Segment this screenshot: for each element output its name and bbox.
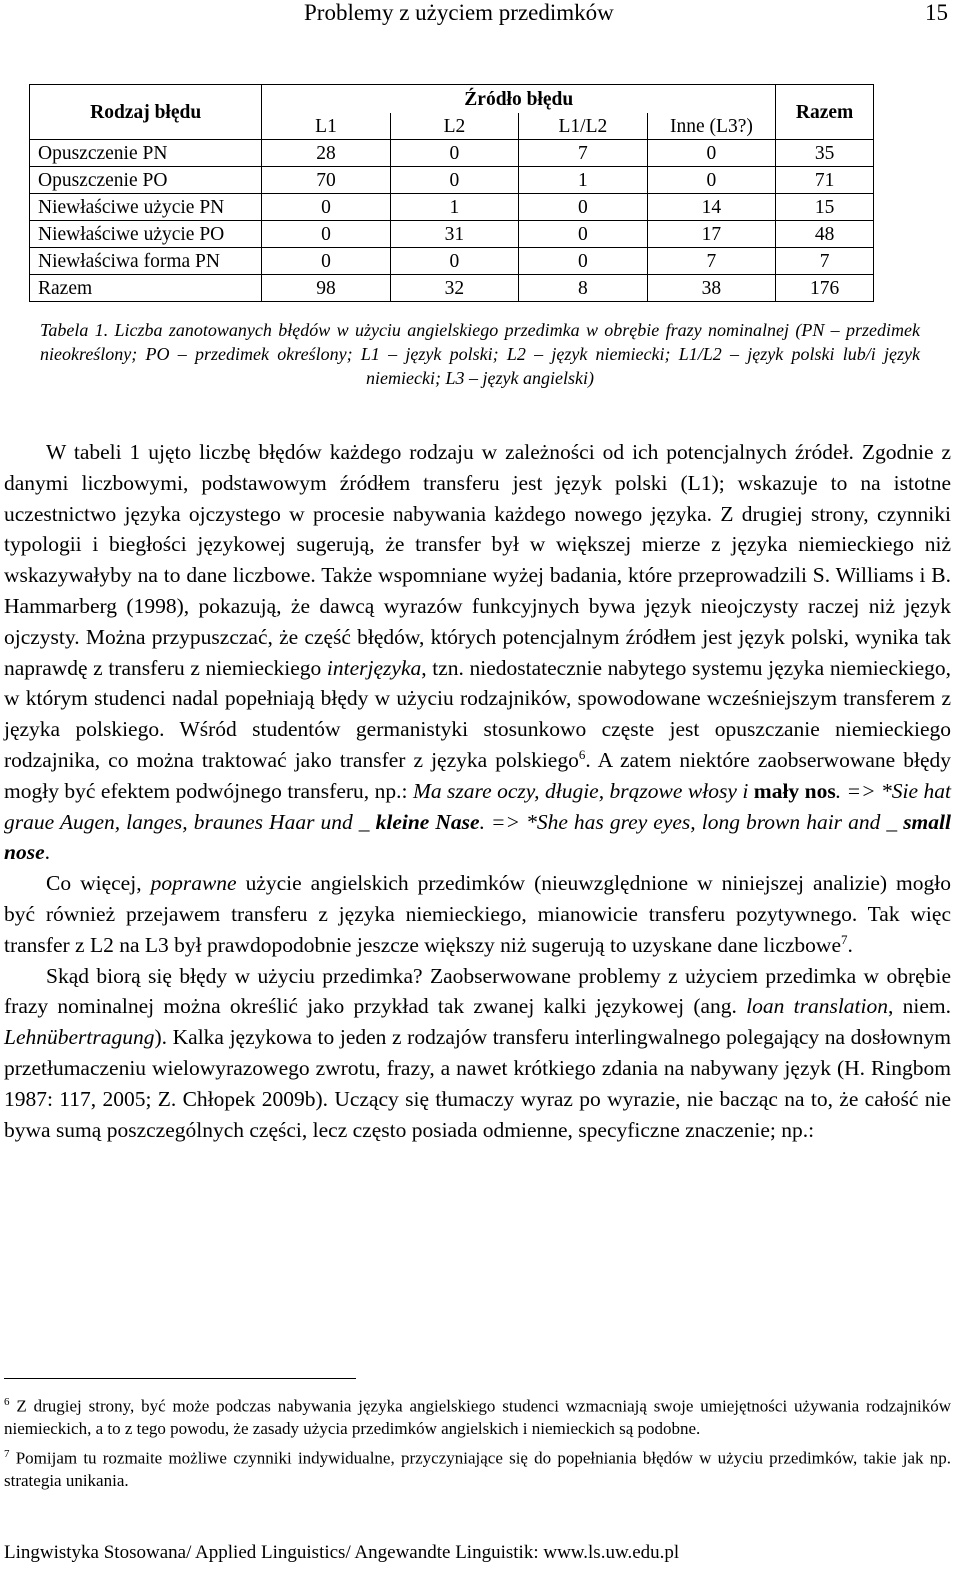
header-l1: L1 [262,113,390,140]
row-label: Niewłaściwa forma PN [30,248,262,275]
row-total-cell: 7 [776,248,874,275]
table-cell: 7 [647,248,776,275]
row-total-cell: 15 [776,194,874,221]
table-cell: 0 [647,140,776,167]
text-run-italic: Lehnübertragung [4,1025,155,1050]
table-cell: 0 [647,167,776,194]
text-run: Skąd biorą się błędy w użyciu przedimka? Zaobserwowane problemy z użyciem przedimka w obrębie frazy nominalnej można określić jako przykład tak zwanej kalki językowej (ang. [4,963,951,1019]
header-other: Inne (L3?) [647,113,776,140]
example-text: . => *She has grey eyes, long brown hair and _ [479,809,904,834]
paragraph-3 [4,961,951,1146]
text-run: , tzn. niedostatecznie nabytego systemu języka niemieckiego, w którym studenci nadal popełniają błędy w użyciu rodzajników, spowodowane wcześniejszym transferem z języka polskiego. Wśród studentów germanistyki stosunkowo częste jest opuszczanie niemieckiego rodzajnika, co można traktować jako transfer z języka polskiego [4,655,952,772]
table-cell: 32 [390,275,518,302]
page-header [0,0,960,34]
row-label: Opuszczenie PN [30,140,262,167]
row-total-cell: 35 [776,140,874,167]
table-row [30,167,874,194]
row-label: Niewłaściwe użycie PN [30,194,262,221]
row-total-cell: 71 [776,167,874,194]
running-title: Problemy z użyciem przedimków [304,0,614,25]
table-body [30,140,874,302]
table-cell: 0 [519,221,648,248]
example-bold: small nose [4,809,951,865]
table-cell: 98 [262,275,390,302]
footnote-6 [4,1391,951,1441]
table-cell: 0 [519,194,648,221]
example-text: Ma szare oczy, długie, brązowe włosy i [412,778,754,803]
paragraph-1 [4,437,951,868]
text-run: ). Kalka językowa to jeden z rodzajów transferu interlingwalnego polegający na dosłownym przetłumaczeniu wielowyrazowego zwrotu, frazy, a nawet krótkiego zdania na nabywany język (H. Ringbom 1987: 117, 2005; Z. Chłopek 2009b). Uczący się tłumaczy wyraz po wyrazie, nie bacząc na to, że całość nie bywa sumą poszczególnych części, lecz często posiada odmienne, specyficzne znaczenie; np.: [4,1025,951,1142]
row-label: Razem [30,275,262,302]
body-text [4,437,951,1145]
table-cell: 31 [390,221,518,248]
text-run-italic: interjęzyka [326,655,422,680]
table-cell: 0 [519,248,648,275]
table-cell: 8 [519,275,648,302]
example-bold: kleine Nase [375,809,480,834]
row-total-cell: 176 [776,275,874,302]
footnote-7 [4,1443,951,1493]
footnotes [4,1391,951,1494]
footnote-text: Pomijam tu rozmaite możliwe czynniki indywidualne, przyczyniające się do popełniania błędów w użyciu przedimków, takie jak np. strategia unikania. [4,1448,952,1490]
table-caption [40,318,920,390]
table-cell: 17 [647,221,776,248]
table-cell: 70 [262,167,390,194]
paragraph-2 [4,868,951,960]
table-row [30,248,874,275]
table-cell: 38 [647,275,776,302]
text-run-italic: poprawne [150,871,237,896]
table-row [30,140,874,167]
table-cell: 7 [519,140,648,167]
text-run: . [847,932,853,957]
table-cell: 0 [262,221,390,248]
table-cell: 0 [390,140,518,167]
header-l1-l2: L1/L2 [519,113,648,140]
table-cell: 0 [262,248,390,275]
error-table [29,84,874,302]
text-run: , niem. [888,994,951,1019]
row-total-cell: 48 [776,221,874,248]
example-text: . => *Sie hat graue Augen, langes, braunes Haar und _ [4,778,951,834]
table-header-row [30,85,874,114]
text-run: . A zatem niektóre zaobserwowane błędy mogły być efektem podwójnego transferu, np.: [4,747,951,803]
text-run: użycie angielskich przedimków (nieuwzględnione w niniejszej analizie) mogło być również przejawem transferu z języka niemieckiego, mianowicie transferu pozytywnego. Tak więc transfer z L2 na L3 był prawdopodobnie jeszcze większy niż sugerują to uzyskane dane liczbowe [4,871,951,957]
footnote-number: 7 [4,1447,10,1460]
table-cell: 0 [262,194,390,221]
page-footer: Lingwistyka Stosowana/ Applied Linguistics/ Angewandte Linguistik: www.ls.uw.edu.pl [4,1542,680,1563]
header-total: Razem [776,85,874,140]
footnote-separator [4,1378,356,1379]
page-number: 15 [925,0,948,25]
footnote-ref-7[interactable]: 7 [841,931,848,947]
table-cell: 28 [262,140,390,167]
table-row [30,221,874,248]
text-run: W tabeli 1 ujęto liczbę błędów każdego rodzaju w zależności od ich potencjalnych źródeł. Zgodnie z danymi liczbowymi, podstawowym źródłem transferu jest język polski (L1); wskazuje to na istotne uczestnictwo języka ojczystego w procesie nabywania każdego nowego języka. Z drugiej strony, czynniki typologii i biegłości językowej sugerują, że transfer był w większej mierze z języka niemieckiego niż wskazywałyby na to dane liczbowe. Także wspomniane wyżej badania, które przeprowadzili S. Williams i B. Hammarberg (1998), pokazują, że dawcą wyrazów funkcyjnych bywa język nieojczysty raczej niż język ojczysty. Można przypuszczać, że część błędów, których potencjalnym źródłem jest język polski, wynika tak naprawdę z transferu z niemieckiego [4,440,951,680]
text-run-italic: loan translation [746,994,888,1019]
header-l2: L2 [390,113,518,140]
footnote-number: 6 [4,1396,10,1408]
table-row [30,275,874,302]
footnote-ref-6[interactable]: 6 [578,746,586,762]
row-label: Niewłaściwe użycie PO [30,221,262,248]
text-run: Co więcej, [46,871,151,896]
table-row [30,194,874,221]
table-cell: 1 [390,194,518,221]
footnote-text: Z drugiej strony, być może podczas nabywania języka angielskiego studenci wzmacniają swoje umiejętności używania rodzajników niemieckich, a to z tego powodu, że zasady użycia przedimków angielskich i niemieckich są podobne. [4,1396,951,1439]
table-cell: 0 [390,167,518,194]
text-run: . [44,840,50,865]
row-label: Opuszczenie PO [30,167,262,194]
header-error-source: Źródło błędu [262,85,776,114]
example-bold: mały nos [753,778,836,803]
table-cell: 14 [647,194,776,221]
table-cell: 0 [390,248,518,275]
header-error-type: Rodzaj błędu [30,85,262,140]
caption-text: Tabela 1. Liczba zanotowanych błędów w użyciu angielskiego przedimka w obrębie frazy nominalnej (PN – przedimek nieokreślony; PO – przedimek określony; L1 – język polski; L2 – język niemiecki; L1/L2 – język polski lub/i język niemiecki; L3 – język angielski) [40,320,920,388]
table-cell: 1 [519,167,648,194]
